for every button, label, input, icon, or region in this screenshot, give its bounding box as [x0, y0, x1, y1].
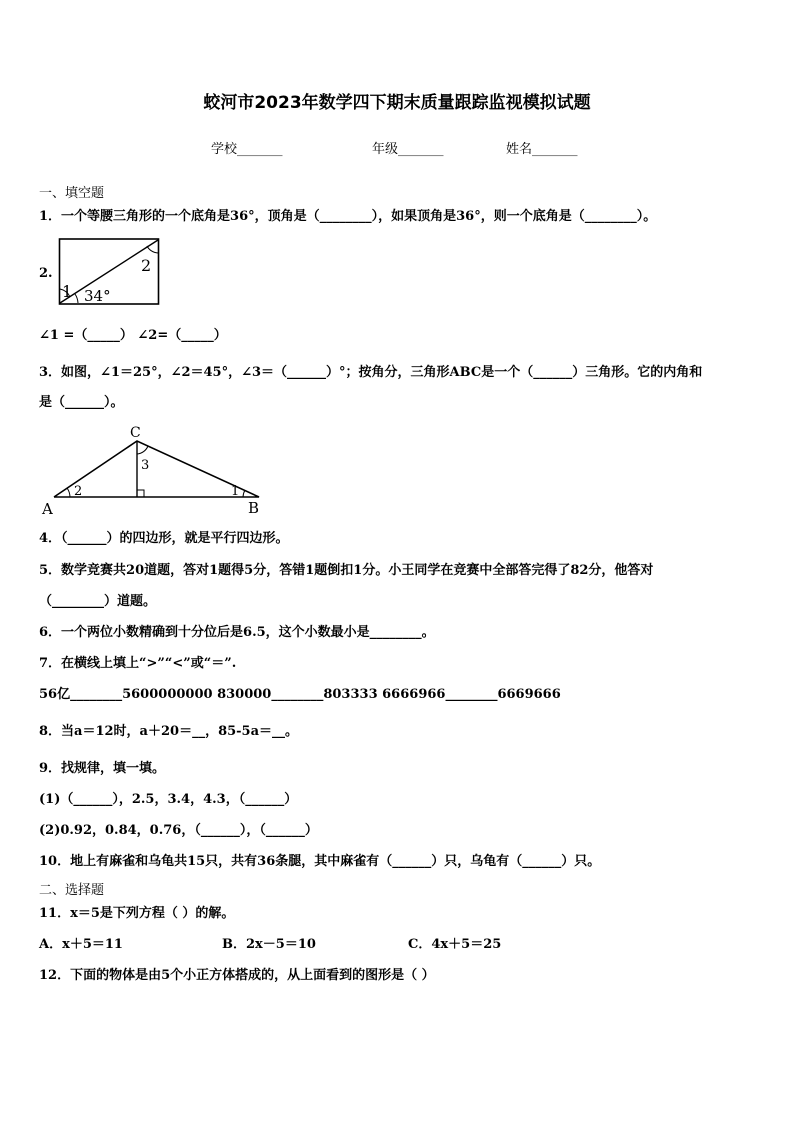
question-5-line-1: 5．数学竞赛共20道题，答对1题得5分，答错1题倒扣1分。小王同学在竞赛中全部答完得了82分，他答对 — [39, 563, 654, 578]
question-8: 8．当a＝12时，a＋20＝__，85-5a＝__。 — [39, 724, 299, 739]
question-9-line-3: (2)0.92，0.84，0.76，（______），（______） — [39, 823, 318, 838]
label-2: 2 — [74, 484, 83, 499]
label-b: B — [248, 499, 260, 517]
question-11: 11．x＝5是下列方程（ ）的解。 — [39, 906, 235, 921]
angle-34-arc — [75, 294, 78, 303]
label-1: 1 — [231, 484, 240, 499]
section-multiple-choice: 二、选择题 — [39, 883, 105, 898]
question-11-option-b: B．2x－5＝10 — [222, 937, 316, 952]
label-3: 3 — [141, 458, 150, 473]
school-field: 学校_______ — [211, 142, 283, 157]
question-3-line-2: 是（______）。 — [39, 395, 124, 410]
page-title: 蛟河市2023年数学四下期末质量跟踪监视模拟试题 — [203, 93, 591, 113]
question-12: 12．下面的物体是由5个小正方体搭成的，从上面看到的图形是（ ） — [39, 968, 435, 983]
name-field: 姓名_______ — [506, 142, 578, 157]
right-angle-mark — [137, 490, 144, 497]
question-2-number: 2. — [39, 266, 53, 281]
question-7-line-2: 56亿________5600000000 830000________803333 6666966________6669666 — [39, 687, 561, 702]
grade-field: 年级_______ — [372, 142, 444, 157]
angle-1-arc — [243, 490, 245, 497]
angle-3-arc — [137, 446, 148, 454]
question-5-line-2: （________）道题。 — [39, 594, 157, 609]
rectangle-diagonal-figure — [58, 237, 162, 307]
section-fill-in: 一、填空题 — [39, 186, 105, 201]
question-6: 6．一个两位小数精确到十分位后是6.5，这个小数最小是________。 — [39, 625, 435, 640]
triangle-abc-figure — [40, 424, 270, 518]
question-9-line-1: 9．找规律，填一填。 — [39, 761, 166, 776]
question-11-option-a: A．x＋5＝11 — [39, 937, 123, 952]
question-9-line-2: (1)（______），2.5，3.4，4.3，（______） — [39, 792, 298, 807]
question-3-line-1: 3．如图，∠1＝25°，∠2＝45°，∠3＝（______）°；按角分，三角形ABC是一个（______）三角形。它的内角和 — [39, 365, 703, 380]
triangle-abc — [54, 441, 259, 497]
figure-angle-34: 34° — [84, 287, 111, 305]
angle-2-arc — [67, 488, 70, 497]
question-10: 10．地上有麻雀和乌龟共15只，共有36条腿，其中麻雀有（______）只，乌龟有（______）只。 — [39, 854, 601, 869]
question-1: 1．一个等腰三角形的一个底角是36°，顶角是（________），如果顶角是36°，则一个底角是（________）。 — [39, 209, 657, 224]
label-c: C — [130, 425, 141, 441]
question-4: 4．（______）的四边形，就是平行四边形。 — [39, 531, 289, 546]
question-2-answer: ∠1 =（_____） ∠2=（_____） — [39, 328, 227, 343]
figure-label-2: 2 — [141, 256, 152, 275]
question-11-option-c: C．4x＋5＝25 — [408, 937, 502, 952]
figure-label-1: 1 — [62, 282, 73, 301]
question-7-line-1: 7．在横线上填上“>”“<”或“＝”. — [39, 656, 237, 671]
label-a: A — [42, 500, 53, 518]
angle-2-arc — [147, 246, 158, 253]
